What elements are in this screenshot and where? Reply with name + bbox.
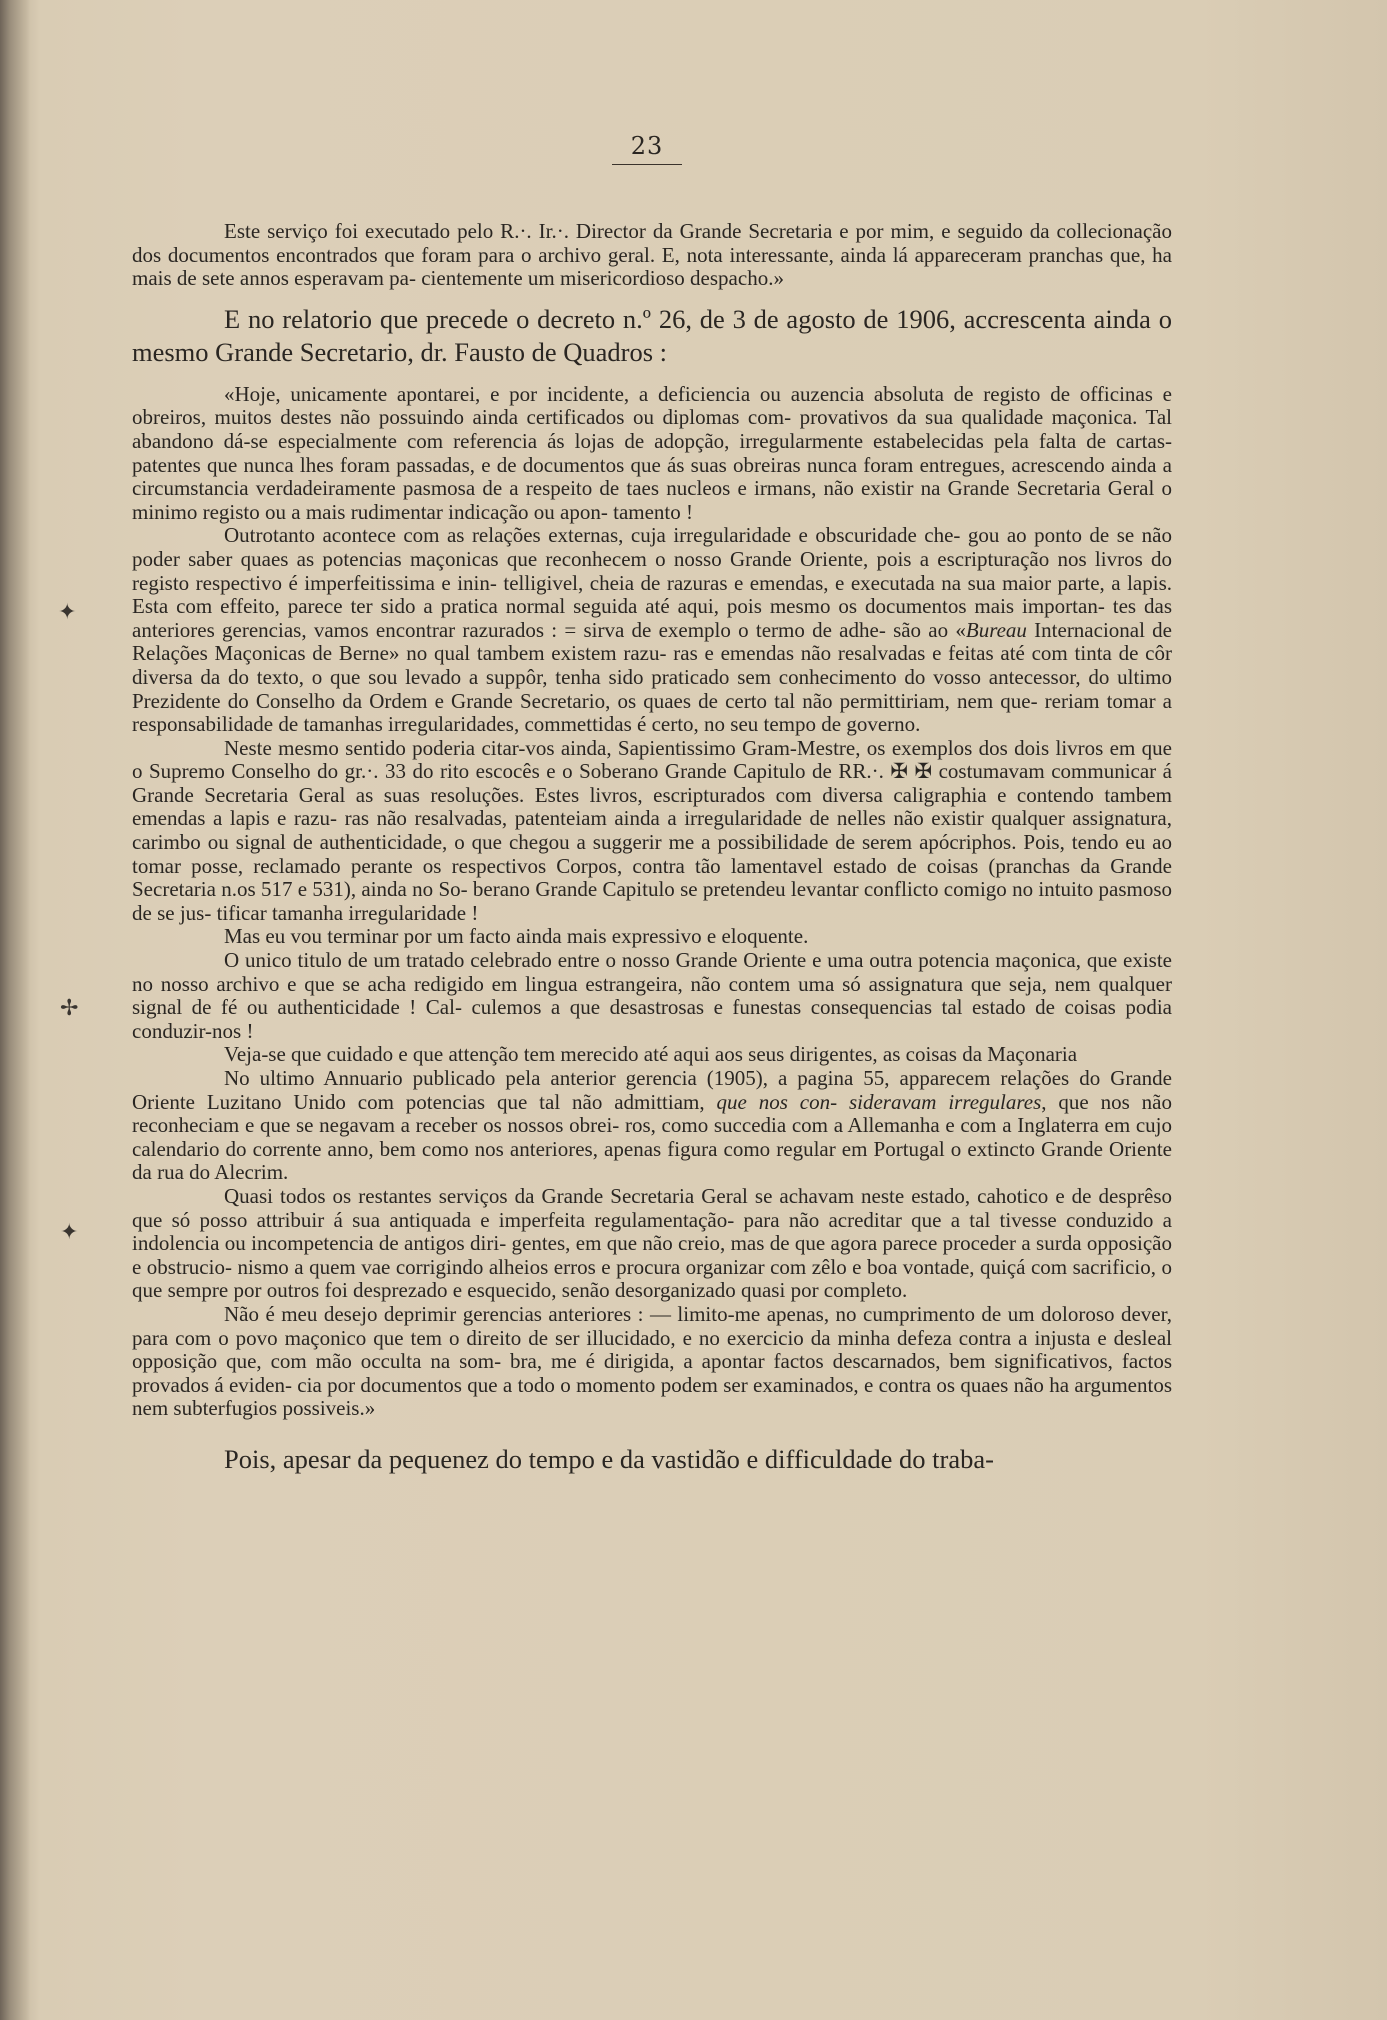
quote-paragraph: Mas eu vou terminar por um facto ainda mais expressivo e eloquente. [224,924,809,949]
margin-pin-icon: ✦ [58,600,77,625]
quote-paragraph: O unico titulo de um tratado celebrado entre o nosso Grande Oriente e uma outra potencia maçonica, que existe no nosso archivo e que se acha redigido em lingua estrangeira, não contem uma só assignatura que seja, nem qualquer signal de fé ou authenticidade ! Cal- culemos a que desastrosas e funestas consequencias tal estado de coisas podia conduzir-nos ! [132,948,1172,1043]
paragraph: Este serviço foi executado pelo R.·. Ir.·. Director da Grande Secretaria e por mim, e seguido da collecionação dos documentos encontrados que foram para o archivo geral. E, nota interessante, ainda lá appareceram pranchas que, ha mais de sete annos esperavam pa- cientemente um misericordioso despacho.» [132,219,1172,291]
page-number: 23 [612,132,682,165]
text-run: Outrotanto acontece com as relações externas, cuja irregularidade e obscuridade che- gou ao ponto de se não poder saber quaes as potencias maçonicas que reconhecem o nosso Grande Oriente, pois a escripturação nos livros do registo respectivo é imperfeitissima e inin- telligivel, cheia de razuras e emendas, e executada na sua maior parte, a lapis. Esta com effeito, parece ter sido a pratica normal seguida até aqui, pois mesmo os documentos mais importan- tes das anteriores gerencias, vamos encontrar razurados : = sirva de exemplo o termo de adhe- são ao « [132,523,1172,642]
italic-text: que nos con- sideravam irregulares [716,1089,1042,1114]
quote-paragraph [132,1067,1172,1185]
quote-paragraph: «Hoje, unicamente apontarei, e por incidente, a deficiencia ou auzencia absoluta de registo de officinas e obreiros, muitos destes não possuindo ainda certificados ou diplomas com- provativos da sua qualidade maçonica. Tal abandono dá-se especialmente com referencia ás lojas de adopção, irregularmente estabelecidas pela falta de cartas-patentes que nunca lhes foram passadas, e de documentos que ás suas obreiras nunca foram entregues, acrescendo ainda a circumstancia verdadeiramente pasmosa de a respeito de taes nucleos e irmans, não existir na Grande Secretaria Geral o minimo registo ou a mais rudimentar indicação ou apon- tamento ! [132,381,1172,524]
italic-text: Bureau [965,617,1027,642]
quote-paragraph: Veja-se que cuidado e que attenção tem merecido até aqui aos seus dirigentes, as coisas da Maçonaria [224,1042,1078,1067]
text-run: , que nos não reconheciam e que se negavam a receber os nossos obrei- ros, como succedia com a Allemanha e com a Inglaterra em cujo calendario do corrente anno, bem como nos anteriores, apenas figura como regular em Portugal o extincto Grande Oriente da rua do Alecrim. [132,1089,1172,1185]
quote-paragraph [132,524,1172,736]
margin-pin-icon: ✢ [60,996,79,1021]
quote-paragraph: Neste mesmo sentido poderia citar-vos ainda, Sapientissimo Gram-Mestre, os exemplos dos dois livros em que o Supremo Conselho do gr.·. 33 do rito escocês e o Soberano Grande Capitulo de RR.·. ✠ ✠ costumavam communicar á Grande Secretaria Geral as suas resoluções. Estes livros, escripturados com diversa caligraphia e contendo tambem emendas a lapis e razu- ras não resalvadas, patenteiam ainda a irregularidade de nelles não existir qualquer assignatura, carimbo ou signal de authenticidade, o que chegou a suggerir me a possibilidade de serem apócriphos. Pois, tendo eu ao tomar posse, reclamado perante os respectivos Corpos, contra tão lamentavel estado de coisas (pranchas da Grande Secretaria n.os 517 e 531), ainda no So- berano Grande Capitulo se pretendeu levantar conflicto comigo no intuito pasmoso de se jus- tificar tamanha irregularidade ! [132,735,1172,925]
body-text [132,220,1172,1476]
text-run: Internacional de Relações Maçonicas de Berne» no qual tambem existem razu- ras e emendas não resalvadas e feitas até com tinta de côr diversa da do texto, o que sou levado a suppôr, tenha sido praticado sem conhecimento do vosso antecessor, do ultimo Prezidente do Conselho da Ordem e Grande Secretario, os quaes de certo tal não permittiriam, nem que- reriam tomar a responsabilidade de tamanhas irregularidades, commettidas é certo, no seu tempo de governo. [132,617,1173,737]
paragraph: E no relatorio que precede o decreto n.º 26, de 3 de agosto de 1906, accrescenta ainda o mesmo Grande Secretario, dr. Fausto de Quadros : [132,303,1172,367]
quote-paragraph: Quasi todos os restantes serviços da Grande Secretaria Geral se achavam neste estado, cahotico e de desprêso que só posso attribuir á sua antiquada e imperfeita regulamentação- para não acreditar que a tal tivesse conduzido a indolencia ou incompetencia de antigos diri- gentes, em que não creio, mas de que agora parece proceder a surda opposição e obstrucio- nismo a quem vae corrigindo alheios erros e procura organizar com zêlo e boa vontade, quiçá com sacrificio, o que sempre por outros foi desprezado e esquecido, senão desorganizado quasi por completo. [132,1183,1172,1303]
text-run: No ultimo Annuario publicado pela anterior gerencia (1905), a pagina 55, apparecem relações do Grande Oriente Luzitano Unido com potencias que tal não admittiam, [132,1066,1172,1114]
quote-paragraph: Não é meu desejo deprimir gerencias anteriores : — limito-me apenas, no cumprimento de um doloroso dever, para com o povo maçonico que tem o direito de ser illucidado, e no exercicio da minha defeza contra a injusta e desleal opposição que, com mão occulta na som- bra, me é dirigida, a apontar factos descarnados, bem significativos, factos provados á eviden- cia por documentos que a todo o momento podem ser examinados, e contra os quaes não ha argumentos nem subterfugios possiveis.» [132,1301,1172,1421]
binding-edge [0,0,30,2020]
margin-pin-icon: ✦ [60,1220,79,1245]
paragraph: Pois, apesar da pequenez do tempo e da vastidão e difficuldade do traba- [224,1443,994,1474]
